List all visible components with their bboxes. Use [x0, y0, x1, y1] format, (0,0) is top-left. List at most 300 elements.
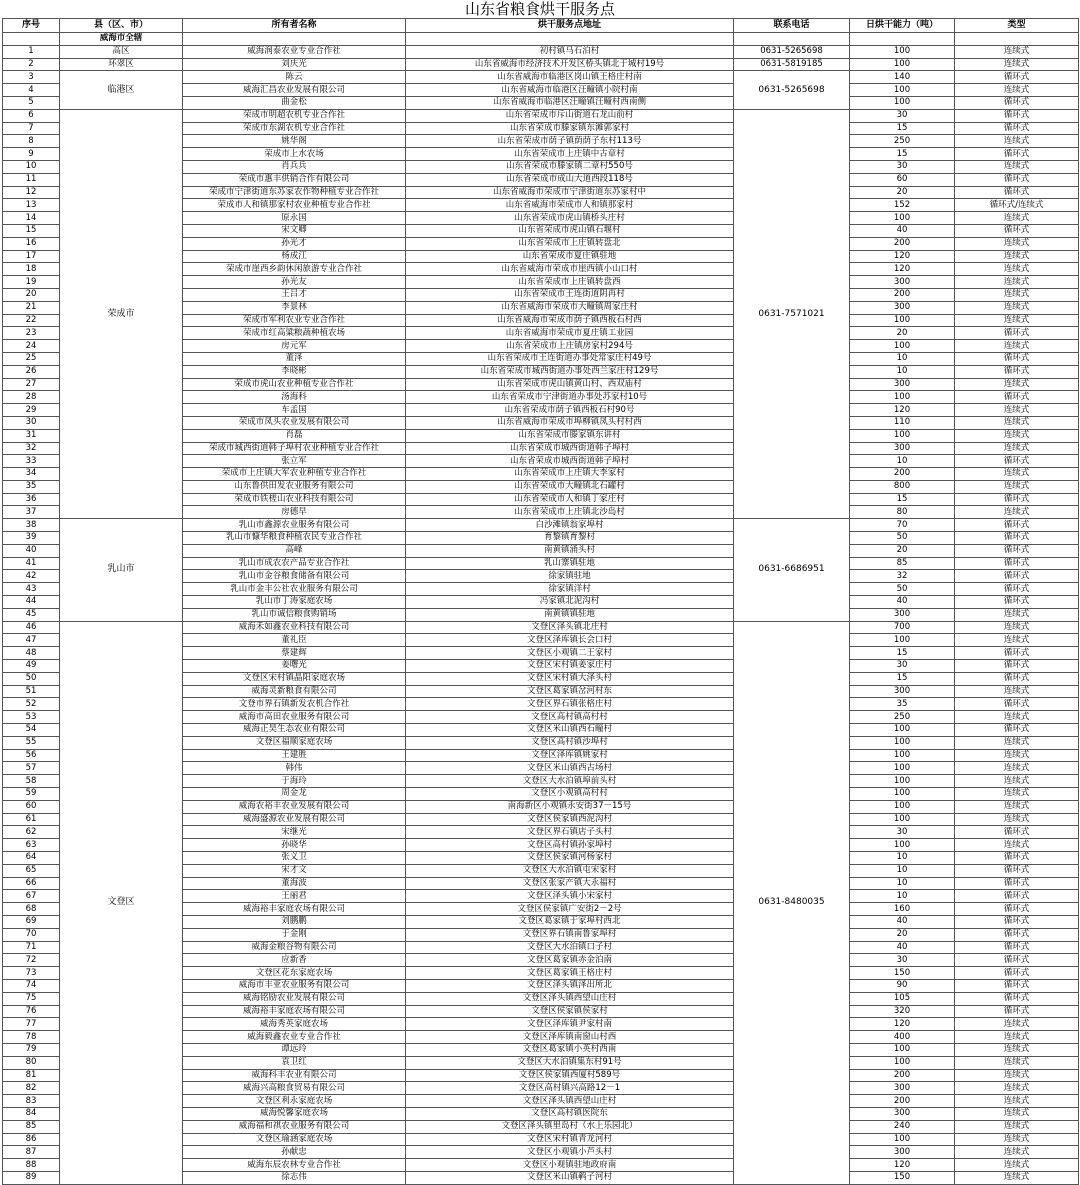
cell-address: 文登区泽库镇南窗山村西	[406, 1031, 734, 1044]
cell-seq: 65	[3, 864, 60, 877]
header-address: 烘干服务点地址	[406, 19, 734, 33]
cell-county: 环翠区	[60, 58, 183, 71]
cell-type: 连续式	[955, 468, 1079, 481]
cell-capacity: 40	[850, 941, 955, 954]
cell-type: 连续式	[955, 1159, 1079, 1172]
cell-address: 文登区小观镇高村村	[406, 788, 734, 801]
cell-capacity: 20	[850, 186, 955, 199]
cell-capacity: 300	[850, 1146, 955, 1159]
cell-type: 连续式	[955, 301, 1079, 314]
cell-owner: 文登区宋村镇晶阳家庭农场	[183, 672, 406, 685]
cell-address: 文登区米山镇鹌子河村	[406, 1171, 734, 1184]
cell-seq: 64	[3, 852, 60, 865]
cell-type: 连续式	[955, 621, 1079, 634]
cell-type: 连续式	[955, 800, 1079, 813]
cell-capacity: 200	[850, 237, 955, 250]
cell-capacity: 250	[850, 711, 955, 724]
cell-capacity: 90	[850, 979, 955, 992]
cell-seq: 88	[3, 1159, 60, 1172]
cell-address: 山东省荣成市滕家镇东讲村	[406, 429, 734, 442]
cell-owner: 文登市界石镇新发农机合作社	[183, 698, 406, 711]
cell-type: 连续式	[955, 404, 1079, 417]
subheader-blank	[3, 33, 60, 46]
cell-address: 文登区侯家镇广安街2－2号	[406, 903, 734, 916]
table-body	[3, 33, 1079, 1185]
cell-type: 连续式	[955, 685, 1079, 698]
page-title: 山东省粮食烘干服务点	[464, 0, 615, 18]
cell-address: 白沙滩镇翁家埠村	[406, 519, 734, 532]
cell-capacity: 10	[850, 890, 955, 903]
cell-type: 连续式	[955, 314, 1079, 327]
cell-type: 循环式	[955, 391, 1079, 404]
cell-owner: 孙光才	[183, 237, 406, 250]
cell-type: 连续式	[955, 1043, 1079, 1056]
cell-capacity: 40	[850, 224, 955, 237]
cell-owner: 乳山市金丰公社农业服务有限公司	[183, 583, 406, 596]
cell-owner: 荣成市上庄镇大军农业种植专业合作社	[183, 468, 406, 481]
cell-seq: 34	[3, 468, 60, 481]
cell-seq: 46	[3, 621, 60, 634]
cell-owner: 威海裕丰家庭农场有限公司	[183, 903, 406, 916]
cell-capacity: 10	[850, 852, 955, 865]
cell-address: 文登区泽头镇里岛村（水上乐园北）	[406, 1120, 734, 1133]
cell-owner: 杨成江	[183, 250, 406, 263]
cell-owner: 曲金松	[183, 96, 406, 109]
cell-capacity: 100	[850, 788, 955, 801]
cell-type: 循环式	[955, 173, 1079, 186]
cell-owner: 威海东辰农林专业合作社	[183, 1159, 406, 1172]
cell-seq: 30	[3, 416, 60, 429]
cell-owner: 荣成市惠丰供销合作有限公司	[183, 173, 406, 186]
cell-owner: 威海铭励农业发展有限公司	[183, 992, 406, 1005]
cell-owner: 威海禾如鑫农业科技有限公司	[183, 621, 406, 634]
cell-type: 循环式	[955, 724, 1079, 737]
cell-seq: 24	[3, 340, 60, 353]
cell-capacity: 152	[850, 199, 955, 212]
cell-address: 文登区葛家镇于家埠村西北	[406, 915, 734, 928]
cell-capacity: 320	[850, 1005, 955, 1018]
cell-type: 循环式	[955, 109, 1079, 122]
cell-seq: 33	[3, 455, 60, 468]
cell-seq: 87	[3, 1146, 60, 1159]
cell-seq: 7	[3, 122, 60, 135]
cell-address: 南黄镇镇驻地	[406, 608, 734, 621]
cell-owner: 乳山市鑫源农业服务有限公司	[183, 519, 406, 532]
cell-capacity: 240	[850, 1120, 955, 1133]
cell-type: 循环式	[955, 672, 1079, 685]
cell-capacity: 35	[850, 698, 955, 711]
cell-address: 文登区米山镇西石疃村	[406, 724, 734, 737]
cell-type: 连续式	[955, 250, 1079, 263]
cell-owner: 高峰	[183, 544, 406, 557]
cell-owner: 乳山市丁涛家庭农场	[183, 596, 406, 609]
cell-address: 山东省威海市荣成市埠柳镇凤头村村西	[406, 416, 734, 429]
cell-address: 山东省威海市荣成市宁津街道东苏家村中	[406, 186, 734, 199]
cell-type: 循环式	[955, 903, 1079, 916]
cell-address: 文登区泽头镇泽出所北	[406, 979, 734, 992]
cell-seq: 84	[3, 1107, 60, 1120]
cell-type: 循环式	[955, 96, 1079, 109]
cell-capacity: 300	[850, 1082, 955, 1095]
cell-capacity: 105	[850, 992, 955, 1005]
cell-seq: 37	[3, 506, 60, 519]
cell-type: 连续式	[955, 237, 1079, 250]
cell-type: 循环式	[955, 915, 1079, 928]
cell-seq: 8	[3, 135, 60, 148]
cell-owner: 威海裕丰家庭农场有限公司	[183, 1005, 406, 1018]
cell-address: 山东省荣成市虎山镇石堰村	[406, 224, 734, 237]
cell-owner: 房元军	[183, 340, 406, 353]
cell-owner: 于金刚	[183, 928, 406, 941]
cell-county: 高区	[60, 45, 183, 58]
cell-capacity: 32	[850, 570, 955, 583]
cell-type: 连续式	[955, 340, 1079, 353]
cell-seq: 80	[3, 1056, 60, 1069]
cell-type: 循环式	[955, 122, 1079, 135]
cell-address: 山东省荣成市城西街道韩子埠村	[406, 442, 734, 455]
cell-capacity: 10	[850, 864, 955, 877]
cell-capacity: 20	[850, 327, 955, 340]
cell-type: 连续式	[955, 1069, 1079, 1082]
service-point-table	[2, 18, 1079, 1185]
cell-seq: 12	[3, 186, 60, 199]
cell-phone: 0631-5819185	[734, 58, 850, 71]
cell-address: 文登区泽头镇北庄村	[406, 621, 734, 634]
cell-capacity: 30	[850, 109, 955, 122]
cell-type: 循环式	[955, 890, 1079, 903]
cell-type: 连续式	[955, 788, 1079, 801]
cell-address: 山东省荣成市夏庄镇驻地	[406, 250, 734, 263]
cell-address: 文登区侯家镇河杨家村	[406, 852, 734, 865]
cell-type: 连续式	[955, 506, 1079, 519]
cell-capacity: 200	[850, 1095, 955, 1108]
cell-owner: 威海正昊生态农业有限公司	[183, 724, 406, 737]
cell-owner: 刘庆光	[183, 58, 406, 71]
cell-capacity: 80	[850, 506, 955, 519]
cell-county: 乳山市	[60, 519, 183, 621]
cell-address: 山东省威海市荣成市大疃镇周家庄村	[406, 301, 734, 314]
cell-capacity: 100	[850, 1133, 955, 1146]
cell-address: 文登区界石镇南鲁家埠村	[406, 928, 734, 941]
cell-address: 文登区宋村镇大泽头村	[406, 672, 734, 685]
header-phone: 联系电话	[734, 19, 850, 33]
cell-capacity: 200	[850, 468, 955, 481]
cell-capacity: 30	[850, 954, 955, 967]
cell-owner: 谭远玲	[183, 1043, 406, 1056]
cell-capacity: 300	[850, 442, 955, 455]
cell-seq: 71	[3, 941, 60, 954]
cell-type: 循环式	[955, 941, 1079, 954]
cell-type: 连续式	[955, 775, 1079, 788]
cell-seq: 32	[3, 442, 60, 455]
cell-type: 循环式	[955, 992, 1079, 1005]
cell-seq: 54	[3, 724, 60, 737]
cell-owner: 威海市高田农业服务有限公司	[183, 711, 406, 724]
cell-seq: 62	[3, 826, 60, 839]
cell-seq: 60	[3, 800, 60, 813]
cell-capacity: 15	[850, 148, 955, 161]
cell-type: 循环式	[955, 954, 1079, 967]
cell-type: 循环式	[955, 327, 1079, 340]
cell-type: 连续式	[955, 416, 1079, 429]
cell-address: 山东省荣成市城西街道韩子埠村	[406, 455, 734, 468]
cell-address: 山东省荣成市荫子镇荫荫子东村113号	[406, 135, 734, 148]
cell-seq: 38	[3, 519, 60, 532]
cell-address: 文登区泽头镇西望山庄村	[406, 992, 734, 1005]
cell-address: 南黄镇涌头村	[406, 544, 734, 557]
cell-address: 徐家镇驻地	[406, 570, 734, 583]
cell-capacity: 100	[850, 724, 955, 737]
cell-owner: 于海玲	[183, 775, 406, 788]
cell-capacity: 300	[850, 608, 955, 621]
cell-capacity: 100	[850, 762, 955, 775]
cell-address: 山东省荣成市成山大道西段118号	[406, 173, 734, 186]
cell-type: 连续式	[955, 1146, 1079, 1159]
cell-address: 文登区侯家镇西泥沟村	[406, 813, 734, 826]
cell-capacity: 120	[850, 263, 955, 276]
cell-owner: 汤海科	[183, 391, 406, 404]
table-row	[3, 58, 1079, 71]
cell-address: 山东省威海市临港区岗山镇王格庄村南	[406, 71, 734, 84]
cell-capacity: 300	[850, 276, 955, 289]
cell-capacity: 10	[850, 455, 955, 468]
cell-seq: 43	[3, 583, 60, 596]
cell-type: 循环式	[955, 365, 1079, 378]
header-owner: 所有者名称	[183, 19, 406, 33]
cell-owner: 宋文卿	[183, 224, 406, 237]
cell-seq: 11	[3, 173, 60, 186]
cell-seq: 28	[3, 391, 60, 404]
cell-address: 文登区泽库镇姚家村	[406, 749, 734, 762]
cell-seq: 67	[3, 890, 60, 903]
cell-address: 文登区泽头镇小宋家村	[406, 890, 734, 903]
cell-owner: 蔡建辉	[183, 647, 406, 660]
cell-owner: 威海盛源农业发展有限公司	[183, 813, 406, 826]
cell-seq: 61	[3, 813, 60, 826]
cell-capacity: 100	[850, 800, 955, 813]
cell-owner: 荣成市凤头农业发展有限公司	[183, 416, 406, 429]
cell-address: 文登区界石镇店子头村	[406, 826, 734, 839]
cell-capacity: 100	[850, 314, 955, 327]
header-row	[3, 19, 1079, 33]
cell-type: 连续式	[955, 1095, 1079, 1108]
cell-owner: 山东鲁供田发农业服务有限公司	[183, 480, 406, 493]
cell-owner: 董礼臣	[183, 634, 406, 647]
cell-owner: 文登区花东家庭农场	[183, 967, 406, 980]
cell-address: 文登区宋村镇青龙河村	[406, 1133, 734, 1146]
cell-owner: 孙献忠	[183, 1146, 406, 1159]
cell-type: 循环式	[955, 148, 1079, 161]
cell-owner: 陈云	[183, 71, 406, 84]
cell-seq: 14	[3, 212, 60, 225]
cell-capacity: 100	[850, 839, 955, 852]
cell-type: 循环式	[955, 596, 1079, 609]
cell-type: 循环式	[955, 967, 1079, 980]
cell-address: 文登区高村镇医院东	[406, 1107, 734, 1120]
cell-seq: 17	[3, 250, 60, 263]
cell-seq: 45	[3, 608, 60, 621]
cell-phone: 0631-5265698	[734, 45, 850, 58]
cell-seq: 25	[3, 352, 60, 365]
cell-type: 连续式	[955, 634, 1079, 647]
header-capacity: 日烘干能力（吨）	[850, 19, 955, 33]
cell-type: 连续式	[955, 736, 1079, 749]
cell-seq: 22	[3, 314, 60, 327]
cell-seq: 59	[3, 788, 60, 801]
cell-owner: 威海悦馨家庭农场	[183, 1107, 406, 1120]
cell-capacity: 700	[850, 621, 955, 634]
cell-address: 文登区泽库镇长会口村	[406, 634, 734, 647]
cell-type: 连续式	[955, 1120, 1079, 1133]
table-row	[3, 71, 1079, 84]
cell-capacity: 140	[850, 71, 955, 84]
cell-owner: 徐志伟	[183, 1171, 406, 1184]
cell-phone: 0631-5265698	[734, 71, 850, 109]
cell-address: 徐家镇洋村	[406, 583, 734, 596]
cell-address: 山东省荣成市斥山街道石龙山前村	[406, 109, 734, 122]
cell-owner: 王吕才	[183, 288, 406, 301]
cell-seq: 23	[3, 327, 60, 340]
cell-type: 连续式	[955, 263, 1079, 276]
cell-type: 连续式	[955, 429, 1079, 442]
cell-capacity: 100	[850, 1043, 955, 1056]
subheader-label: 威海市全辖	[60, 33, 183, 46]
cell-owner: 荣成市城西街道韩子埠村农业种植专业合作社	[183, 442, 406, 455]
cell-address: 文登区小观镇驻地政府南	[406, 1159, 734, 1172]
cell-seq: 27	[3, 378, 60, 391]
cell-seq: 31	[3, 429, 60, 442]
cell-capacity: 100	[850, 813, 955, 826]
cell-capacity: 100	[850, 391, 955, 404]
cell-address: 山东省荣成市人和镇丁家庄村	[406, 493, 734, 506]
cell-seq: 63	[3, 839, 60, 852]
cell-seq: 66	[3, 877, 60, 890]
cell-seq: 41	[3, 557, 60, 570]
cell-address: 山东省威海市荣成市崖西镇小山口村	[406, 263, 734, 276]
cell-type: 循环式/连续式	[955, 199, 1079, 212]
cell-address: 山东省荣成市上庄镇大李家村	[406, 468, 734, 481]
cell-seq: 83	[3, 1095, 60, 1108]
cell-owner: 威海润泰农业专业合作社	[183, 45, 406, 58]
cell-seq: 18	[3, 263, 60, 276]
cell-owner: 荣成市明超农机专业合作社	[183, 109, 406, 122]
cell-capacity: 300	[850, 301, 955, 314]
cell-owner: 乳山市诚信粮食购销场	[183, 608, 406, 621]
header-seq: 序号	[3, 19, 60, 33]
cell-address: 文登区大水泊镇屯宋家村	[406, 864, 734, 877]
cell-seq: 21	[3, 301, 60, 314]
cell-seq: 1	[3, 45, 60, 58]
cell-owner: 文登区瑜涵家庭农场	[183, 1133, 406, 1146]
cell-address: 文登区高村镇高村村	[406, 711, 734, 724]
cell-seq: 75	[3, 992, 60, 1005]
cell-seq: 86	[3, 1133, 60, 1146]
cell-address: 山东省荣成市上庄镇北沙岛村	[406, 506, 734, 519]
table-row	[3, 519, 1079, 532]
cell-owner: 威海兴高粮食贸易有限公司	[183, 1082, 406, 1095]
cell-seq: 57	[3, 762, 60, 775]
cell-address: 文登区高村镇沙埠村	[406, 736, 734, 749]
cell-seq: 55	[3, 736, 60, 749]
cell-address: 山东省威海市荣成市荫子镇西板石村西	[406, 314, 734, 327]
cell-type: 循环式	[955, 71, 1079, 84]
cell-capacity: 300	[850, 378, 955, 391]
cell-owner: 文登区利永家庭农场	[183, 1095, 406, 1108]
cell-seq: 49	[3, 660, 60, 673]
cell-owner: 应新香	[183, 954, 406, 967]
cell-capacity: 110	[850, 416, 955, 429]
cell-seq: 10	[3, 160, 60, 173]
cell-owner: 威海科丰农业有限公司	[183, 1069, 406, 1082]
cell-capacity: 15	[850, 493, 955, 506]
cell-owner: 董海波	[183, 877, 406, 890]
cell-owner: 周金龙	[183, 788, 406, 801]
cell-address: 文登区葛家镇王格庄村	[406, 967, 734, 980]
cell-address: 山东省荣成市城西街道办事处西兰家庄村129号	[406, 365, 734, 378]
cell-seq: 79	[3, 1043, 60, 1056]
cell-address: 文登区葛家镇小英村西南	[406, 1043, 734, 1056]
cell-owner: 李景林	[183, 301, 406, 314]
cell-capacity: 400	[850, 1031, 955, 1044]
cell-owner: 威海秀英家庭农场	[183, 1018, 406, 1031]
cell-capacity: 150	[850, 967, 955, 980]
cell-owner: 荣成市红高粱粮蔬种植农场	[183, 327, 406, 340]
cell-county: 文登区	[60, 621, 183, 1184]
cell-capacity: 100	[850, 212, 955, 225]
cell-capacity: 60	[850, 173, 955, 186]
cell-capacity: 160	[850, 903, 955, 916]
cell-owner: 威海市丰亚农业服务有限公司	[183, 979, 406, 992]
cell-owner: 荣成市人和镇那家村农业种植专业合作社	[183, 199, 406, 212]
cell-owner: 威海金粮谷物有限公司	[183, 941, 406, 954]
cell-seq: 72	[3, 954, 60, 967]
cell-seq: 44	[3, 596, 60, 609]
cell-seq: 78	[3, 1031, 60, 1044]
cell-type: 连续式	[955, 1031, 1079, 1044]
cell-type: 循环式	[955, 928, 1079, 941]
cell-owner: 车孟国	[183, 404, 406, 417]
cell-owner: 韩伟	[183, 762, 406, 775]
cell-owner: 王建胜	[183, 749, 406, 762]
cell-owner: 姜曙光	[183, 660, 406, 673]
cell-capacity: 250	[850, 135, 955, 148]
cell-seq: 16	[3, 237, 60, 250]
cell-capacity: 300	[850, 1107, 955, 1120]
header-type: 类型	[955, 19, 1079, 33]
cell-seq: 4	[3, 84, 60, 97]
cell-seq: 81	[3, 1069, 60, 1082]
cell-type: 连续式	[955, 1082, 1079, 1095]
cell-seq: 47	[3, 634, 60, 647]
cell-seq: 56	[3, 749, 60, 762]
cell-seq: 73	[3, 967, 60, 980]
cell-type: 连续式	[955, 288, 1079, 301]
cell-capacity: 300	[850, 685, 955, 698]
cell-capacity: 15	[850, 647, 955, 660]
cell-type: 循环式	[955, 698, 1079, 711]
cell-seq: 52	[3, 698, 60, 711]
cell-seq: 48	[3, 647, 60, 660]
cell-type: 连续式	[955, 839, 1079, 852]
cell-seq: 85	[3, 1120, 60, 1133]
cell-address: 山东省荣成市上庄镇转盘北	[406, 237, 734, 250]
cell-owner: 孙晓华	[183, 839, 406, 852]
cell-address: 山东省荣成市王连街道阴再村	[406, 288, 734, 301]
table-row	[3, 45, 1079, 58]
cell-address: 山东省荣成市上庄镇中古章村	[406, 148, 734, 161]
cell-seq: 5	[3, 96, 60, 109]
cell-type: 循环式	[955, 877, 1079, 890]
